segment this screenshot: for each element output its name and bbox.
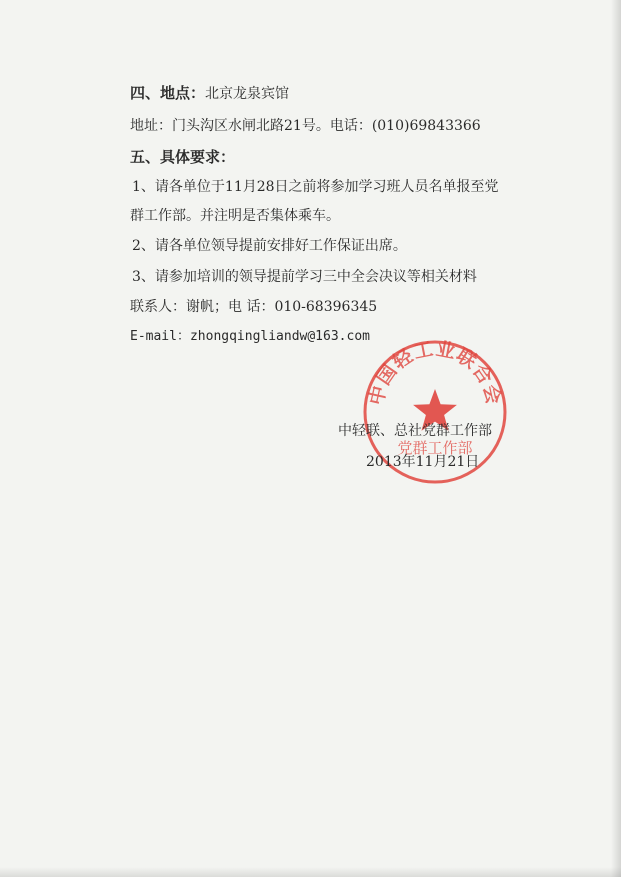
signature-organization: 中轻联、总社党群工作部: [338, 423, 492, 439]
requirements-heading: 五、具体要求：: [130, 148, 236, 166]
email-line: E-mail：zhongqingliandw@163.com: [130, 329, 370, 344]
seal-outer-text: 中国轻工业联合会: [365, 337, 505, 408]
location-line: [130, 84, 289, 103]
requirement-item-1-line-2: 群工作部。并注明是否集体乘车。: [130, 208, 340, 224]
address-line: 地址：门头沟区水闸北路21号。电话：(010)69843366: [130, 118, 481, 134]
location-heading: 四、地点：: [130, 84, 206, 102]
requirement-item-3: 3、请参加培训的领导提前学习三中全会决议等相关材料: [132, 269, 477, 285]
location-venue: 北京龙泉宾馆: [205, 86, 290, 102]
page-edge-shadow-bottom: [0, 867, 621, 877]
seal-inner-text: 党群工作部: [397, 439, 473, 457]
requirement-item-1-line-1: 1、请各单位于11月28日之前将参加学习班人员名单报至党: [132, 179, 499, 195]
signature-date: 2013年11月21日: [366, 454, 480, 470]
contact-line: 联系人：谢帆；电 话：010-68396345: [130, 299, 378, 315]
requirement-item-2: 2、请各单位领导提前安排好工作保证出席。: [132, 238, 407, 254]
page-edge-shadow-right: [611, 0, 621, 877]
